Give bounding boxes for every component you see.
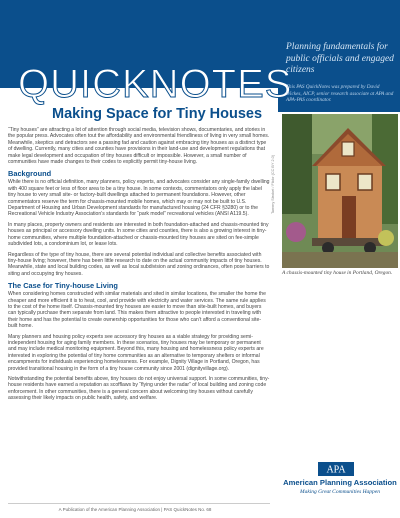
case-paragraph-3: Notwithstanding the potential benefits above, tiny houses do not enjoy universal support. In some communities, tiny-house residents have earned a reputation as scofflaws by “flying under the radar” of local building and zoning code enforcement. In other communities, there is a general concern about welcoming tiny houses without carefully assessing their likely impacts on public health, safety, and welfare. bbox=[8, 376, 270, 402]
apa-logo-icon bbox=[318, 462, 354, 476]
background-heading: Background bbox=[8, 169, 52, 179]
background-paragraph-3: Regardless of the type of tiny house, there are several potential individual and collective benefits associated with tiny-house living; however, there has been little research to date on the actual community impacts of tiny houses. Meanwhile, state and local building codes, as well as local subdivision and zoning ordinances, often pose barriers to siting and occupying tiny houses. bbox=[8, 251, 270, 277]
case-heading: The Case for Tiny-house Living bbox=[8, 281, 118, 291]
logo-organization-name: American Planning Association bbox=[283, 478, 397, 487]
apa-logo bbox=[282, 462, 398, 518]
prepared-by-note: This PAS QuickNotes was prepared by David Wickes, AICP, senior research associate at APA and APA-PAS coordinator. bbox=[286, 84, 394, 104]
footer-text: A Publication of the American Planning Association | PAS QuickNotes No. 68 bbox=[58, 507, 212, 512]
photo-caption: A chassis-mounted tiny house in Portland, Oregon. bbox=[282, 270, 393, 276]
case-paragraph-1: When considering homes constructed with similar materials and sited in similar locations, the smaller the home the cheaper and more efficient it is to heat, cool, and provide with electricity and water services. The same rule applies to the cost of the home itself. Chassis-mounted tiny houses are easier to move than site-built homes, and buyers can typically purchase them separate from land. This makes them attractive to people interested in traveling with their home and has the potential to create ownership opportunities for those who can’t afford a conventional site-built home. bbox=[8, 291, 266, 330]
intro-paragraph: “Tiny houses” are attracting a lot of attention through social media, television shows, documentaries, and stories in the popular press. Advocates often tout the affordability and environmental friendliness of living in very small homes. Meanwhile, skeptics and detractors see a passing fad and caution against embracing tiny houses as a distinct type of dwelling. Currently, many cities and counties have provisions in their land-use and development regulations that make legal development and occupation of tiny houses difficult or impossible. However, a small number of communities have made changes to their codes to explicitly permit tiny-house living. bbox=[8, 127, 270, 166]
footer-divider bbox=[8, 503, 270, 504]
background-paragraph-1: While there is no official definition, many planners, policy experts, and advocates consider any single-family dwelling with 400 square feet or less of floor area to be a tiny house. In some contexts, commentators only apply the label tiny house to very small site- or factory-built dwellings attached to permanent foundations. However, other commentators reserve the term for chassis-mounted mobile homes, which may or may not be built to U.S. Department of Housing and Urban Development standards for manufactured housing (24 CFR §3280) or to the Recreational Vehicle Industry Association’s standards for “park model” recreational vehicles (ANSI A119.5). bbox=[8, 179, 270, 218]
case-paragraph-2: Many planners and housing policy experts see accessory tiny houses as a viable strategy for providing semi-independent housing for aging family members. In these scenarios, tiny houses may be temporary or permanent and may include medical monitoring equipment. Beyond this, many housing and homelessness policy experts are interested in exploring the potential of tiny home communities as an alternative to temporary shelters or informal encampments for individuals experiencing homelessness. For example, Dignity Village in Portland, Oregon, has provided transitional housing in the form of a tiny house community since 2001 (dignityvillage.org). bbox=[8, 333, 264, 372]
svg-text:APA: APA bbox=[326, 464, 346, 476]
article-body bbox=[8, 127, 270, 406]
logo-tagline: Making Great Communities Happen bbox=[300, 489, 380, 495]
background-paragraph-2: In many places, property owners and residents are interested in both foundation-attached and chassis-mounted tiny houses as principal or accessory dwelling units. In some cities and counties, there is also a growing interest in tiny-home communities, where multiple foundation-attached or chassis-mounted tiny houses are sited on fee-simple subdivided lots, a condominium lot, or lease lots. bbox=[8, 221, 269, 248]
photo-credit bbox=[271, 114, 279, 214]
sidebar-tagline: Planning fundamentals for public officials and engaged citizens bbox=[286, 42, 394, 75]
photo-credit-text: Tammy Strobel / Flickr (CC BY 2.0) bbox=[271, 154, 275, 214]
brand-wordmark: QUICKNOTES bbox=[18, 62, 293, 106]
article-title: Making Space for Tiny Houses bbox=[52, 106, 263, 122]
tiny-house-photo bbox=[282, 114, 398, 268]
